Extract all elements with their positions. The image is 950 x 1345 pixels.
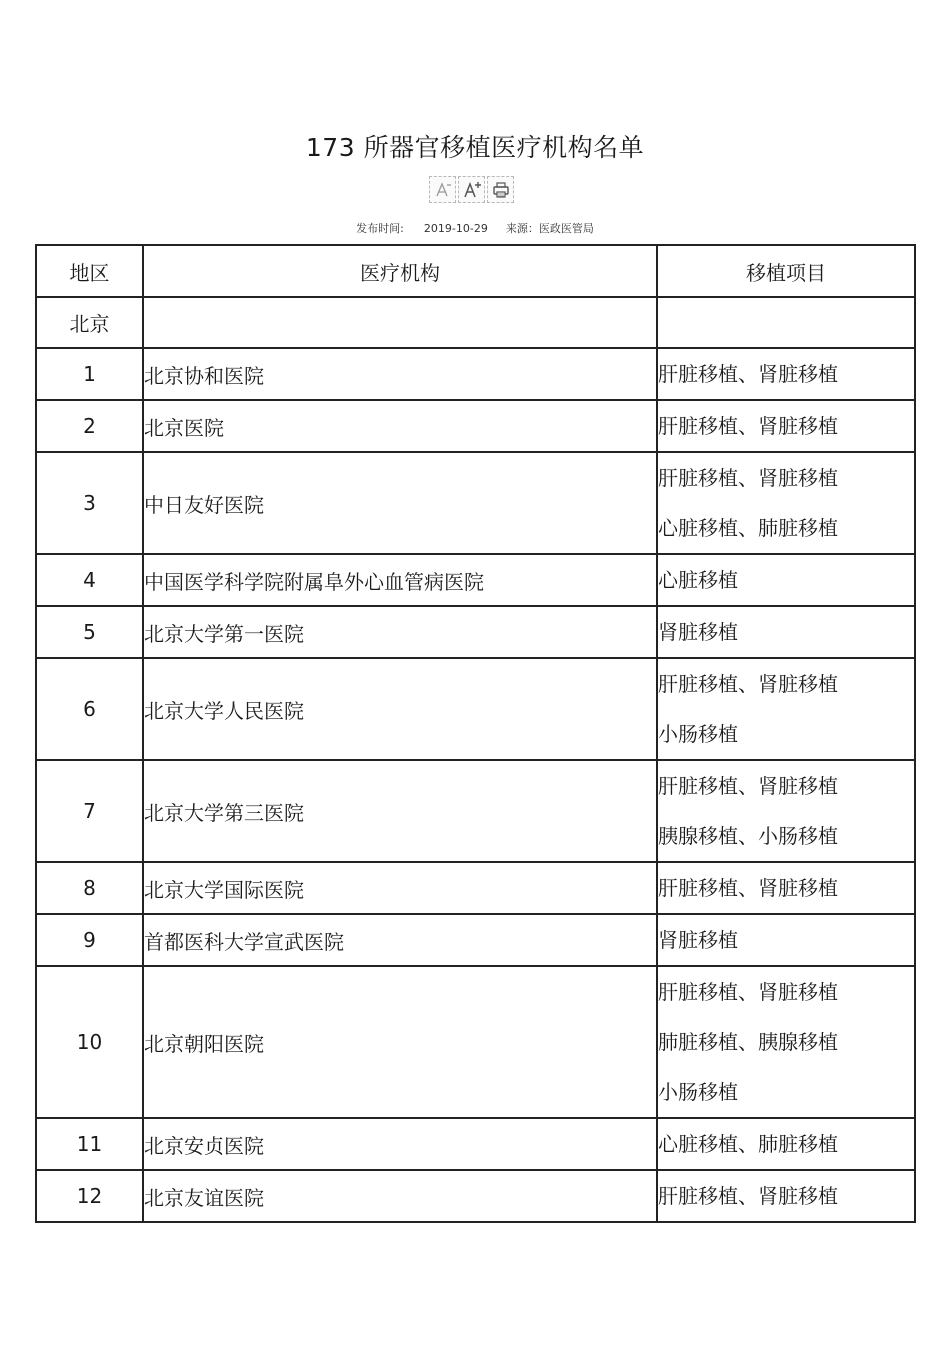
toolbar — [429, 176, 516, 206]
publish-date: 2019-10-29 — [423, 222, 488, 235]
table-row — [36, 452, 915, 554]
project-line: 肝脏移植、肾脏移植 — [658, 774, 838, 798]
table-row — [36, 400, 915, 452]
row-projects — [657, 554, 915, 606]
table-row — [36, 862, 915, 914]
project-line: 肺脏移植、胰腺移植 — [658, 1030, 838, 1054]
row-number: 1 — [36, 348, 143, 400]
row-projects — [657, 658, 915, 760]
project-line: 肝脏移植、肾脏移植 — [658, 1184, 838, 1208]
row-projects — [657, 966, 915, 1118]
row-organization: 北京大学第一医院 — [143, 606, 657, 658]
font-decrease-icon[interactable] — [429, 176, 456, 203]
row-organization: 北京朝阳医院 — [143, 966, 657, 1118]
row-projects — [657, 760, 915, 862]
row-organization: 北京医院 — [143, 400, 657, 452]
row-number: 5 — [36, 606, 143, 658]
publish-label: 发布时间: — [356, 222, 404, 235]
row-number: 4 — [36, 554, 143, 606]
row-organization: 北京安贞医院 — [143, 1118, 657, 1170]
row-projects — [657, 452, 915, 554]
header-proj: 移植项目 — [657, 245, 915, 297]
table-row — [36, 554, 915, 606]
table-row — [36, 760, 915, 862]
row-number: 7 — [36, 760, 143, 862]
project-line: 肾脏移植 — [658, 620, 738, 644]
project-line: 小肠移植 — [658, 1080, 738, 1104]
region-org-cell — [143, 297, 657, 348]
row-organization: 中日友好医院 — [143, 452, 657, 554]
font-increase-icon[interactable] — [458, 176, 485, 203]
region-cell: 北京 — [36, 297, 143, 348]
row-organization: 北京友谊医院 — [143, 1170, 657, 1222]
row-organization: 北京大学第三医院 — [143, 760, 657, 862]
row-number: 10 — [36, 966, 143, 1118]
row-organization: 北京协和医院 — [143, 348, 657, 400]
row-number: 6 — [36, 658, 143, 760]
source-label: 来源：医政医管局 — [505, 222, 594, 235]
project-line: 心脏移植 — [658, 568, 738, 592]
row-projects — [657, 606, 915, 658]
row-number: 8 — [36, 862, 143, 914]
table-header-row — [36, 245, 915, 297]
row-number: 3 — [36, 452, 143, 554]
table-row — [36, 348, 915, 400]
row-organization: 中国医学科学院附属阜外心血管病医院 — [143, 554, 657, 606]
table-row — [36, 1170, 915, 1222]
page-title: 173 所器官移植医疗机构名单 — [305, 133, 645, 162]
project-line: 肝脏移植、肾脏移植 — [658, 980, 838, 1004]
print-icon[interactable] — [487, 176, 514, 203]
row-number: 9 — [36, 914, 143, 966]
publish-meta — [0, 220, 950, 238]
project-line: 肝脏移植、肾脏移植 — [658, 414, 838, 438]
row-organization: 北京大学国际医院 — [143, 862, 657, 914]
region-proj-cell — [657, 297, 915, 348]
organization-table — [35, 244, 916, 1223]
project-line: 胰腺移植、小肠移植 — [658, 824, 838, 848]
row-number: 12 — [36, 1170, 143, 1222]
table-row — [36, 606, 915, 658]
row-projects — [657, 862, 915, 914]
row-organization: 北京大学人民医院 — [143, 658, 657, 760]
project-line: 肝脏移植、肾脏移植 — [658, 362, 838, 386]
row-projects — [657, 348, 915, 400]
table-row — [36, 914, 915, 966]
row-number: 11 — [36, 1118, 143, 1170]
project-line: 肝脏移植、肾脏移植 — [658, 876, 838, 900]
row-number: 2 — [36, 400, 143, 452]
table-row — [36, 966, 915, 1118]
row-organization: 首都医科大学宣武医院 — [143, 914, 657, 966]
project-line: 小肠移植 — [658, 722, 738, 746]
row-projects — [657, 1170, 915, 1222]
header-region: 地区 — [36, 245, 143, 297]
row-projects — [657, 1118, 915, 1170]
project-line: 心脏移植、肺脏移植 — [658, 1132, 838, 1156]
table-row — [36, 1118, 915, 1170]
header-org: 医疗机构 — [143, 245, 657, 297]
project-line: 肝脏移植、肾脏移植 — [658, 466, 838, 490]
row-projects — [657, 400, 915, 452]
project-line: 心脏移植、肺脏移植 — [658, 516, 838, 540]
table-row — [36, 658, 915, 760]
project-line: 肝脏移植、肾脏移植 — [658, 672, 838, 696]
row-projects — [657, 914, 915, 966]
region-row — [36, 297, 915, 348]
project-line: 肾脏移植 — [658, 928, 738, 952]
